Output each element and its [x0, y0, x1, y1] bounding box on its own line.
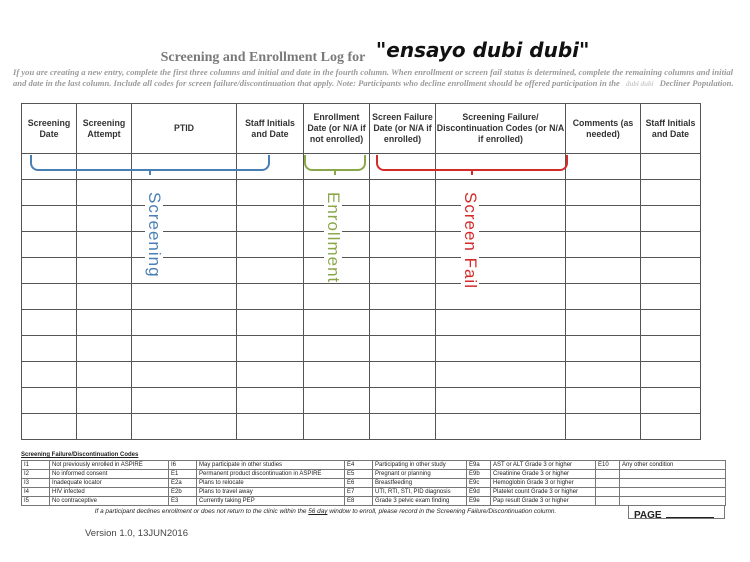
code-description: May participate in other studies: [197, 461, 345, 470]
entry-cell[interactable]: [237, 284, 304, 310]
entry-cell[interactable]: [132, 310, 237, 336]
entry-cell[interactable]: [436, 388, 566, 414]
col-staff-initials-1: Staff Initials and Date: [237, 104, 304, 154]
entry-cell[interactable]: [22, 336, 77, 362]
code-description: [620, 470, 726, 479]
code-description: Hemoglobin Grade 3 or higher: [491, 479, 596, 488]
code-row: [22, 479, 726, 488]
code-id: I5: [22, 497, 50, 506]
table-row: [22, 258, 701, 284]
code-id: E2a: [169, 479, 197, 488]
page-label: PAGE: [634, 510, 662, 521]
entry-cell[interactable]: [304, 362, 370, 388]
entry-cell[interactable]: [237, 180, 304, 206]
entry-cell[interactable]: [132, 362, 237, 388]
version-text: Version 1.0, 13JUN2016: [85, 528, 188, 539]
code-description: AST or ALT Grade 3 or higher: [491, 461, 596, 470]
col-comments: Comments (as needed): [566, 104, 641, 154]
code-id: E9d: [467, 488, 491, 497]
code-description: Platelet count Grade 3 or higher: [491, 488, 596, 497]
entry-cell[interactable]: [22, 206, 77, 232]
entry-cell[interactable]: [77, 310, 132, 336]
entry-cell[interactable]: [436, 258, 566, 284]
entry-cell[interactable]: [370, 388, 436, 414]
screen-fail-label: Screen Fail: [461, 192, 480, 289]
entry-cell[interactable]: [237, 206, 304, 232]
code-id: E9c: [467, 479, 491, 488]
code-id: [596, 488, 620, 497]
code-description: Pregnant or planning: [373, 470, 467, 479]
entry-cell[interactable]: [641, 258, 701, 284]
col-failure-codes: Screening Failure/ Discontinuation Codes (or N/A if enrolled): [436, 104, 566, 154]
code-id: I3: [22, 479, 50, 488]
code-id: E2b: [169, 488, 197, 497]
code-description: Participating in other study: [373, 461, 467, 470]
code-row: [22, 497, 726, 506]
entry-cell[interactable]: [641, 154, 701, 180]
code-id: E10: [596, 461, 620, 470]
entry-cell[interactable]: [237, 414, 304, 440]
entry-cell[interactable]: [22, 414, 77, 440]
log-title: [0, 38, 750, 66]
col-staff-initials-2: Staff Initials and Date: [641, 104, 701, 154]
entry-cell[interactable]: [22, 180, 77, 206]
entry-cell[interactable]: [132, 336, 237, 362]
log-table: [21, 103, 701, 440]
entry-cell[interactable]: [566, 388, 641, 414]
entry-cell[interactable]: [370, 310, 436, 336]
table-row: [22, 180, 701, 206]
codes-title: Screening Failure/Discontinuation Codes: [21, 452, 139, 458]
code-id: E7: [345, 488, 373, 497]
entry-cell[interactable]: [566, 258, 641, 284]
code-id: E5: [345, 470, 373, 479]
code-row: [22, 488, 726, 497]
code-id: I6: [169, 461, 197, 470]
entry-cell[interactable]: [566, 362, 641, 388]
entry-cell[interactable]: [566, 414, 641, 440]
entry-cell[interactable]: [77, 336, 132, 362]
code-description: Grade 3 pelvic exam finding: [373, 497, 467, 506]
code-description: UTI, RTI, STI, PID diagnosis: [373, 488, 467, 497]
entry-cell[interactable]: [304, 284, 370, 310]
entry-cell[interactable]: [641, 232, 701, 258]
col-ptid: PTID: [132, 104, 237, 154]
entry-cell[interactable]: [77, 232, 132, 258]
entry-cell[interactable]: [370, 206, 436, 232]
table-row: [22, 310, 701, 336]
code-id: E8: [345, 497, 373, 506]
entry-cell[interactable]: [566, 206, 641, 232]
instructions-ghost: dubi dubi: [626, 79, 654, 88]
screening-label: Screening: [145, 192, 164, 278]
code-description: No informed consent: [50, 470, 169, 479]
code-id: I2: [22, 470, 50, 479]
entry-cell[interactable]: [641, 362, 701, 388]
table-row: [22, 336, 701, 362]
entry-cell[interactable]: [436, 180, 566, 206]
screen-fail-bracket: [376, 155, 568, 171]
entry-cell[interactable]: [641, 180, 701, 206]
code-description: No contraceptive: [50, 497, 169, 506]
code-description: [620, 479, 726, 488]
entry-cell[interactable]: [304, 310, 370, 336]
code-description: Breastfeeding: [373, 479, 467, 488]
entry-cell[interactable]: [77, 414, 132, 440]
instructions: [13, 67, 735, 89]
entry-cell[interactable]: [566, 180, 641, 206]
code-id: E9a: [467, 461, 491, 470]
table-row: [22, 206, 701, 232]
code-id: E1: [169, 470, 197, 479]
entry-cell[interactable]: [77, 180, 132, 206]
table-row: [22, 232, 701, 258]
entry-cell[interactable]: [132, 388, 237, 414]
codes-table: [21, 460, 726, 506]
code-description: Any other condition: [620, 461, 726, 470]
entry-cell[interactable]: [370, 180, 436, 206]
entry-cell[interactable]: [436, 284, 566, 310]
entry-cell[interactable]: [22, 258, 77, 284]
code-id: E6: [345, 479, 373, 488]
entry-cell[interactable]: [77, 362, 132, 388]
table-row: [22, 284, 701, 310]
entry-cell[interactable]: [566, 284, 641, 310]
code-description: Plans to travel away: [197, 488, 345, 497]
entry-cell[interactable]: [370, 258, 436, 284]
entry-cell[interactable]: [566, 232, 641, 258]
entry-cell[interactable]: [436, 310, 566, 336]
instructions-part2: Decliner Population.: [659, 77, 734, 88]
entry-cell[interactable]: [436, 206, 566, 232]
entry-cell[interactable]: [77, 258, 132, 284]
entry-cell[interactable]: [566, 154, 641, 180]
code-description: Permanent product discontinuation in ASPIRE: [197, 470, 345, 479]
entry-cell[interactable]: [22, 310, 77, 336]
screening-bracket: [30, 155, 270, 171]
code-id: E4: [345, 461, 373, 470]
entry-cell[interactable]: [641, 336, 701, 362]
entry-cell[interactable]: [237, 362, 304, 388]
entry-cell[interactable]: [436, 414, 566, 440]
entry-cell[interactable]: [22, 284, 77, 310]
footnote-part1: If a participant declines enrollment or does not return to the clinic within the: [94, 508, 307, 515]
enrollment-bracket: [304, 155, 366, 171]
entry-cell[interactable]: [22, 388, 77, 414]
entry-cell[interactable]: [304, 388, 370, 414]
entry-cell[interactable]: [77, 388, 132, 414]
code-row: [22, 470, 726, 479]
entry-cell[interactable]: [370, 284, 436, 310]
col-enrollment-date: Enrollment Date (or N/A if not enrolled): [304, 104, 370, 154]
entry-cell[interactable]: [370, 414, 436, 440]
entry-cell[interactable]: [304, 336, 370, 362]
code-id: [596, 497, 620, 506]
col-screen-failure-date: Screen Failure Date (or N/A if enrolled): [370, 104, 436, 154]
code-id: E9b: [467, 470, 491, 479]
entry-cell[interactable]: [237, 388, 304, 414]
table-row: [22, 414, 701, 440]
code-description: HIV infected: [50, 488, 169, 497]
code-description: Plans to relocate: [197, 479, 345, 488]
page-number-box: [628, 505, 725, 519]
entry-cell[interactable]: [566, 310, 641, 336]
code-description: Inadequate locator: [50, 479, 169, 488]
entry-cell[interactable]: [77, 284, 132, 310]
entry-cell[interactable]: [436, 232, 566, 258]
entry-cell[interactable]: [237, 310, 304, 336]
entry-cell[interactable]: [237, 336, 304, 362]
entry-cell[interactable]: [370, 362, 436, 388]
entry-cell[interactable]: [237, 258, 304, 284]
entry-cell[interactable]: [436, 336, 566, 362]
footnote-link: 56 day: [308, 508, 328, 515]
code-row: [22, 461, 726, 470]
instructions-part1: If you are creating a new entry, complete the first three columns and initial and date in the fourth column. When enrollment or screen fail status is determined, complete the remaining columns and initial and date in the last column. Include all codes for screen failure/discontinuation that apply. Note: Participants who decline enrollment should be offered participation in the: [13, 67, 734, 88]
page-number-field[interactable]: [666, 509, 714, 518]
code-description: Currently taking PEP: [197, 497, 345, 506]
enrollment-label: Enrollment: [324, 192, 343, 284]
table-row: [22, 362, 701, 388]
entry-cell[interactable]: [132, 414, 237, 440]
entry-cell[interactable]: [641, 414, 701, 440]
code-id: [596, 479, 620, 488]
entry-cell[interactable]: [22, 362, 77, 388]
col-screening-date: Screening Date: [22, 104, 77, 154]
entry-cell[interactable]: [237, 232, 304, 258]
entry-cell[interactable]: [641, 284, 701, 310]
code-description: Not previously enrolled in ASPIRE: [50, 461, 169, 470]
entry-cell[interactable]: [566, 336, 641, 362]
entry-cell[interactable]: [370, 232, 436, 258]
entry-cell[interactable]: [641, 388, 701, 414]
header-row: [22, 104, 701, 154]
entry-cell[interactable]: [641, 206, 701, 232]
code-id: E9e: [467, 497, 491, 506]
table-row: [22, 388, 701, 414]
code-id: [596, 470, 620, 479]
title-study: "ensayo dubi dubi": [375, 38, 590, 62]
code-id: I1: [22, 461, 50, 470]
title-main: Screening and Enrollment Log for: [160, 50, 366, 65]
code-description: Creatinine Grade 3 or higher: [491, 470, 596, 479]
entry-cell[interactable]: [641, 310, 701, 336]
code-description: [620, 488, 726, 497]
entry-cell[interactable]: [304, 414, 370, 440]
col-screening-attempt: Screening Attempt: [77, 104, 132, 154]
entry-cell[interactable]: [132, 284, 237, 310]
entry-cell[interactable]: [22, 232, 77, 258]
entry-cell[interactable]: [370, 336, 436, 362]
code-id: I4: [22, 488, 50, 497]
code-description: Pap result Grade 3 or higher: [491, 497, 596, 506]
entry-cell[interactable]: [77, 206, 132, 232]
entry-cell[interactable]: [436, 362, 566, 388]
footnote: [21, 508, 630, 515]
code-id: E3: [169, 497, 197, 506]
footnote-part2: window to enroll, please record in the Screening Failure/Discontinuation column.: [329, 508, 557, 515]
